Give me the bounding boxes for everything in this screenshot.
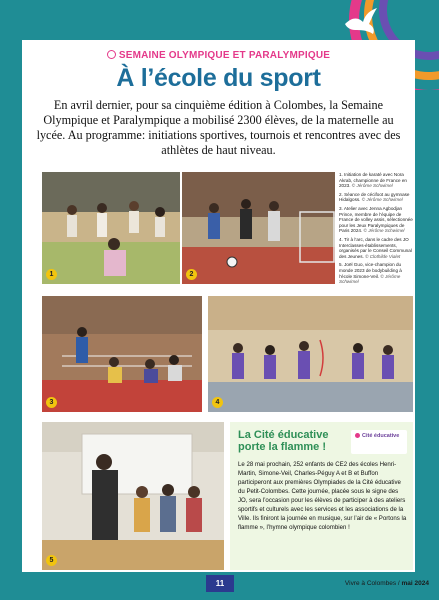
photo-number-badge: 4	[212, 397, 223, 408]
photo-bodybuilding	[42, 422, 224, 570]
bodybuilding-photo-image	[42, 422, 224, 570]
cecifoot-photo-image	[182, 172, 335, 284]
magazine-credit: Vivre à Colombes / mai 2024	[344, 580, 429, 587]
caption-item: 1. Initiation de karaté avec Nora Akrab, championne de France en 2023. © Jérôme Schwimel	[339, 172, 407, 189]
cite-educative-box	[230, 422, 413, 570]
photo-karate	[42, 172, 180, 284]
photo-number-badge: 2	[186, 269, 197, 280]
caption-item: 3. Atelier avec Jenna Agbodjan Prince, membre de l’équipe de France de volley assis, sélectionnée pour les Jeux Paralympiques de Paris 2024. © Jérôme Schwimel	[339, 205, 413, 234]
photo-number-badge: 3	[46, 397, 57, 408]
page-title: À l’école du sport	[116, 64, 321, 92]
karate-photo-image	[42, 172, 180, 284]
page-number: 11	[206, 575, 234, 592]
photo-tir-a-larc	[208, 296, 413, 412]
section-kicker	[22, 50, 415, 61]
article-page	[22, 40, 415, 572]
logo-mark-icon	[355, 433, 360, 438]
volley-photo-image	[42, 296, 202, 412]
photo-captions	[339, 172, 415, 288]
archery-photo-image	[208, 296, 413, 412]
olympic-ring-icon	[107, 50, 116, 59]
photo-number-badge: 1	[46, 269, 57, 280]
cite-educative-logo: Cité éducative	[351, 430, 407, 454]
caption-item: 4. Tir à l’arc, dans le cadre des JO Interclasses-établissements, organisés par le Conseil Communal des Jeunes. © Clothilde Vialet	[339, 236, 412, 259]
box-title: La Cité éducative porte la flamme !	[238, 429, 329, 453]
page-footer	[0, 572, 439, 600]
dove-icon	[343, 6, 379, 36]
photo-volley-assis	[42, 296, 202, 412]
photo-cecifoot	[182, 172, 335, 284]
lead-paragraph: En avril dernier, pour sa cinquième édition à Colombes, la Semaine Olympique et Paralympique a mobilisé 2300 élèves, de la maternelle au lycée. Au programme: initiations sportives, tournois et rencontres avec des athlètes de haut niveau.	[36, 98, 401, 157]
photo-number-badge: 5	[46, 555, 57, 566]
caption-item: 2. Séance de cécifoot au gymnase Hidalgoss. © Jérôme Schwimel	[339, 191, 410, 203]
kicker-text: SEMAINE OLYMPIQUE ET PARALYMPIQUE	[118, 50, 331, 61]
box-text: Le 28 mai prochain, 252 enfants de CE2 des écoles Henri-Martin, Simone-Veil, Charles-Péguy A et B et Buffon participeront aux premières Olympiades de la Cité éducative du Petit-Colombes. Cette journée, placée sous le signe des JO, sera l’occasion pour les élèves de participer à des ateliers sportifs et culturels avec les services et les associations de la Ville. Ils finiront la journée en musique, sur l’air de « Portons la flamme », l’hymne olympique colombien !	[238, 461, 407, 531]
caption-item: 5. Joël Guo, vice-champion du monde 2023 de bodybuilding à l’école Simone-Veil. © Jérôme Schwimel	[339, 262, 402, 285]
